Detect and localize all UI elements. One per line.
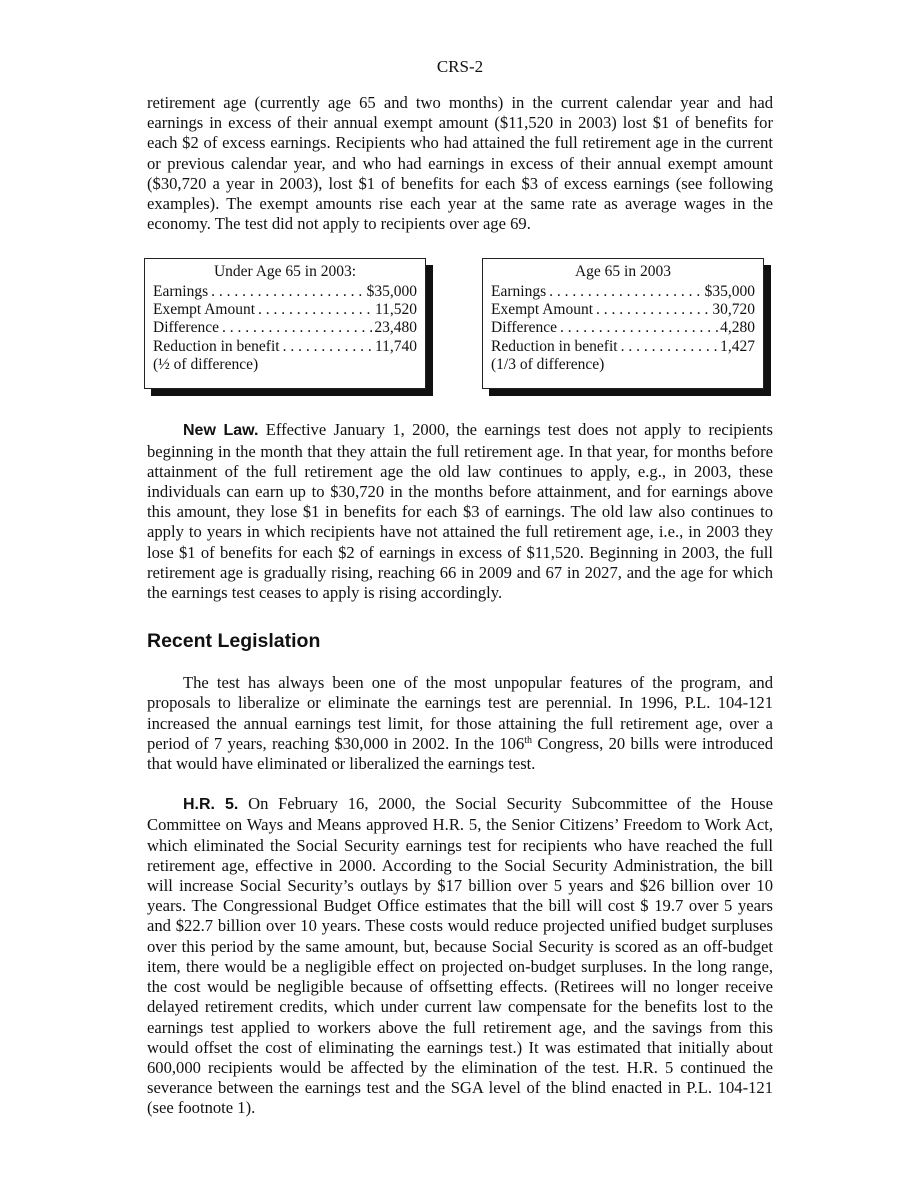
row-value: $35,000	[704, 282, 755, 300]
example-row-difference	[491, 319, 755, 337]
example-box-title: Age 65 in 2003	[574, 263, 671, 281]
leader-dots	[618, 338, 721, 356]
example-row-reduction	[153, 338, 417, 356]
row-value: 1,427	[720, 337, 755, 355]
hr5-text: On February 16, 2000, the Social Security Subcommittee of the House Committee on Ways and Means approved H.R. 5, the Senior Citizens’ Freedom to Work Act, which eliminated the Social Security earnings test for recipients who have reached the full retirement age, effective in 2000. According to the Social Security Administration, the bill will increase Social Security’s outlays by $17 billion over 5 years and $26 billion over 10 years. The Congressional Budget Office estimates that the bill will cost $ 19.7 over 5 years and $22.7 billion over 10 years. These costs would reduce projected unified budget surpluses over this period by the same amount, but, because Social Security is scored as an off-budget item, there would be a negligible effect on projected on-budget surpluses. In the long range, the cost would be negligible because of offsetting effects. (Retirees will no longer receive delayed retirement credits, which under current law compensate for the benefits lost to the earnings test applied to workers above the full retirement age, and the savings from this would offset the cost of eliminating the earnings test.) It was estimated that initially about 600,000 recipients would be affected by the elimination of the test. H.R. 5 continued the severance between the earnings test and the SGA level of the blind enacted in P.L. 104-121 (see footnote 1).	[147, 794, 773, 1118]
ordinal-superscript: th	[524, 734, 533, 746]
example-row-earnings	[153, 283, 417, 301]
row-value: 11,520	[374, 301, 417, 319]
row-label: Earnings	[491, 282, 547, 300]
leader-dots	[208, 283, 367, 301]
example-row-difference	[153, 319, 417, 337]
row-value: 4,280	[720, 319, 755, 337]
new-law-paragraph	[147, 420, 773, 603]
hr5-heading: H.R. 5.	[183, 796, 239, 814]
page-number-header: CRS-2	[436, 57, 484, 76]
recent-legislation-paragraph	[147, 673, 773, 774]
leader-dots	[557, 319, 720, 337]
new-law-heading: New Law.	[183, 422, 259, 440]
recent-legislation-text: The test has always been one of the most unpopular features of the program, and proposals to liberalize or eliminate the earnings test are perennial. In 1996, P.L. 104-121 increased the annual earnings test limit, for those attaining the full retirement age, over a period of 7 years, reaching $30,000 in 2002. In the 106	[147, 673, 773, 753]
leader-dots	[593, 301, 712, 319]
row-label: Earnings	[153, 282, 209, 300]
hr5-paragraph	[147, 794, 773, 1118]
example-row-exempt-amount	[491, 301, 755, 319]
row-label: Reduction in benefit	[491, 337, 618, 355]
new-law-text: Effective January 1, 2000, the earnings test does not apply to recipients beginning in the month that they attain the full retirement age. In that year, for months before attainment of the full retirement age the old law continues to apply, e.g., in 2003, these individuals can earn up to $30,720 in the months before attainment, and for earnings above this amount, they lose $1 in benefits for each $3 of earnings. The old law also continues to apply to years in which recipients have not attained the full retirement age, i.e., in 2003 they lose $1 of benefits for each $2 of earnings in excess of $11,520. Beginning in 2003, the full retirement age is gradually rising, reaching 66 in 2009 and 67 in 2027, and the age for which the earnings test ceases to apply is rising accordingly.	[147, 420, 774, 603]
example-box-title: Under Age 65 in 2003:	[213, 263, 357, 281]
leader-dots	[280, 338, 375, 356]
intro-paragraph: retirement age (currently age 65 and two months) in the current calendar year and had earnings in excess of their annual exempt amount ($11,520 in 2003) lost $1 of benefits for each $2 of excess earnings. Recipients who had attained the full retirement age in the current or previous calendar year, and who had earnings in excess of their annual exempt amount ($30,720 a year in 2003), lost $1 of benefits for each $3 of excess earnings (see following examples). The exempt amounts rise each year at the same rate as average wages in the economy. The test did not apply to recipients over age 69.	[147, 93, 773, 234]
example-boxes	[147, 258, 773, 398]
example-row-exempt-amount	[153, 301, 417, 319]
example-row-reduction	[491, 338, 755, 356]
example-box-note: (1/3 of difference)	[491, 355, 605, 373]
leader-dots	[255, 301, 375, 319]
recent-legislation-text-cont: Congress, 20 bills were introduced that would have eliminated or liberalized the earnings test.	[147, 733, 773, 774]
leader-dots	[546, 283, 705, 301]
recent-legislation-heading: Recent Legislation	[147, 630, 321, 653]
example-box-age-65	[482, 258, 764, 389]
row-value: 23,480	[374, 319, 417, 337]
row-value: 11,740	[374, 337, 417, 355]
row-label: Difference	[491, 319, 557, 337]
row-label: Exempt Amount	[491, 301, 594, 319]
row-label: Reduction in benefit	[153, 337, 280, 355]
page-body	[147, 93, 773, 1119]
row-value: $35,000	[366, 282, 417, 300]
row-value: 30,720	[712, 301, 755, 319]
row-label: Difference	[153, 319, 219, 337]
example-row-earnings	[491, 283, 755, 301]
leader-dots	[219, 319, 374, 337]
example-box-under-65	[144, 258, 426, 389]
example-box-note: (½ of difference)	[153, 355, 259, 373]
row-label: Exempt Amount	[153, 301, 256, 319]
